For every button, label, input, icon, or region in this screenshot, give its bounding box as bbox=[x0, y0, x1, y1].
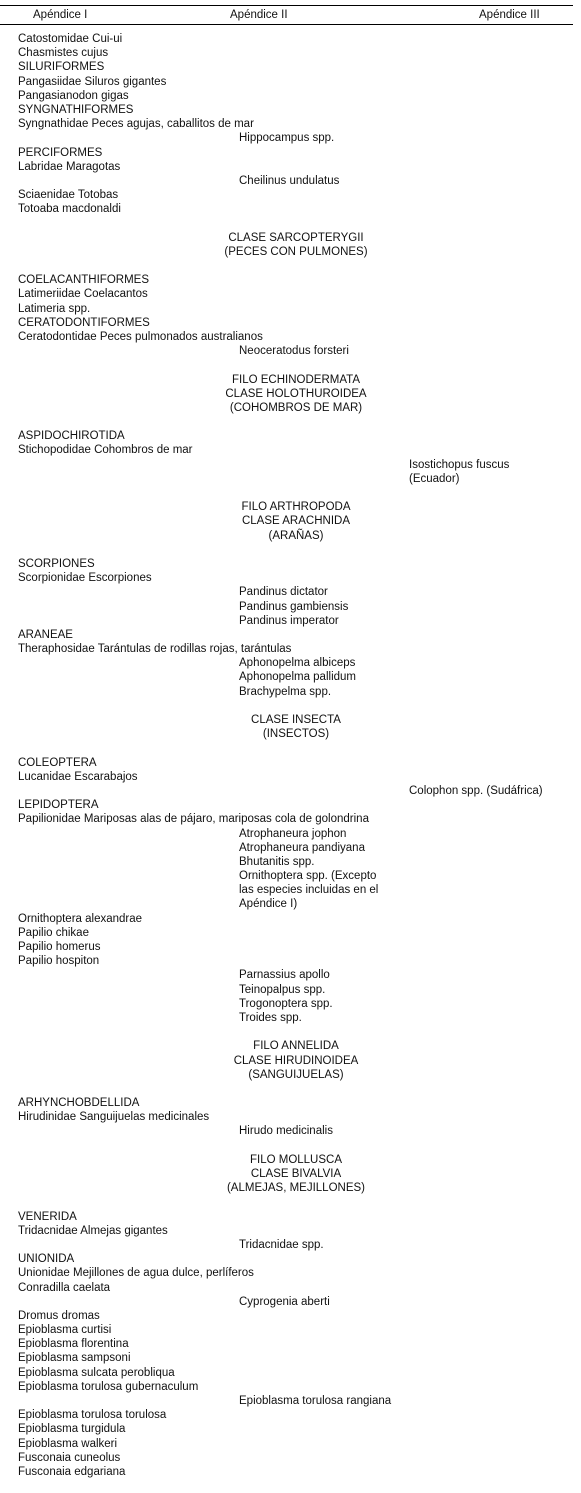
spacer-row bbox=[0, 1082, 581, 1096]
spacer-row bbox=[0, 486, 581, 500]
species-row bbox=[0, 614, 581, 628]
appendix-1-entry: Papilio homerus bbox=[18, 941, 101, 953]
species-row bbox=[0, 940, 581, 954]
appendix-1-entry: Pangasianodon gigas bbox=[18, 89, 129, 102]
species-row bbox=[0, 1408, 581, 1422]
section-heading-row bbox=[0, 1167, 581, 1181]
appendix-1-entry: ASPIDOCHIROTIDA bbox=[18, 430, 125, 443]
section-heading-row bbox=[0, 401, 581, 415]
species-row bbox=[0, 32, 581, 46]
appendix-2-entry: Pandinus gambiensis bbox=[239, 600, 349, 613]
species-row bbox=[0, 287, 581, 301]
appendix-2-entry: Bhutanitis spp. bbox=[239, 855, 315, 868]
species-row bbox=[0, 1394, 581, 1408]
species-row bbox=[0, 1238, 581, 1252]
species-row bbox=[0, 571, 581, 585]
appendix-1-entry: Papilio chikae bbox=[18, 926, 89, 939]
species-row bbox=[0, 1295, 581, 1309]
section-heading-row bbox=[0, 1181, 581, 1195]
appendix-2-entry: Apéndice I) bbox=[239, 898, 298, 911]
appendix-2-entry: Parnassius apollo bbox=[239, 969, 330, 982]
appendix-1-entry: SCORPIONES bbox=[18, 557, 95, 570]
spacer-row bbox=[0, 1195, 581, 1209]
species-row bbox=[0, 60, 581, 74]
species-row bbox=[0, 656, 581, 670]
species-row bbox=[0, 202, 581, 216]
appendix-2-entry: Aphonopelma pallidum bbox=[239, 671, 356, 684]
species-row bbox=[0, 557, 581, 571]
spacer-row bbox=[0, 1025, 581, 1039]
header-top-rule bbox=[0, 5, 573, 6]
spacer-row bbox=[0, 358, 581, 372]
appendix-2-entry: Epioblasma torulosa rangiana bbox=[239, 1395, 392, 1407]
header-appendix-1: Apéndice I bbox=[33, 9, 88, 21]
spacer-row bbox=[0, 741, 581, 755]
species-listing bbox=[0, 32, 581, 1479]
section-heading: CLASE INSECTA bbox=[251, 714, 341, 726]
species-row bbox=[0, 628, 581, 642]
section-heading-row bbox=[0, 1153, 581, 1167]
species-row bbox=[0, 685, 581, 699]
appendix-2-entry: las especies incluidas en el bbox=[239, 884, 379, 897]
section-heading-row bbox=[0, 514, 581, 528]
section-heading: CLASE SARCOPTERYGII bbox=[228, 231, 364, 244]
species-row bbox=[0, 188, 581, 202]
species-row bbox=[0, 330, 581, 344]
appendix-2-entry: Trogonoptera spp. bbox=[239, 997, 333, 1010]
species-row bbox=[0, 926, 581, 940]
appendix-1-entry: Fusconaia edgariana bbox=[18, 1465, 126, 1478]
appendix-2-entry: Pandinus dictator bbox=[239, 586, 328, 599]
appendix-1-entry: Epioblasma walkeri bbox=[18, 1437, 118, 1450]
section-heading: (ALMEJAS, MEJILLONES) bbox=[226, 1182, 366, 1195]
appendix-1-entry: Papilionidae Mariposas alas de pájaro, mariposas cola de golondrina bbox=[18, 813, 369, 826]
species-row bbox=[0, 897, 581, 911]
appendix-1-entry: CERATODONTIFORMES bbox=[18, 316, 150, 329]
appendix-1-entry: Lucanidae Escarabajos bbox=[18, 770, 138, 783]
spacer-row bbox=[0, 1139, 581, 1153]
header-appendix-3: Apéndice III bbox=[479, 9, 540, 21]
appendix-1-entry: Tridacnidae Almejas gigantes bbox=[18, 1224, 168, 1237]
appendix-1-entry: ARANEAE bbox=[18, 628, 73, 641]
appendix-1-entry: Syngnathidae Peces agujas, caballitos de mar bbox=[18, 118, 254, 131]
appendix-1-entry: Conradilla caelata bbox=[18, 1281, 111, 1294]
spacer-row bbox=[0, 415, 581, 429]
appendix-2-entry: Cheilinus undulatus bbox=[239, 174, 340, 187]
spacer-row bbox=[0, 216, 581, 230]
appendix-1-entry: Epioblasma turgidula bbox=[18, 1423, 126, 1436]
species-row bbox=[0, 841, 581, 855]
species-row bbox=[0, 273, 581, 287]
section-heading-row bbox=[0, 387, 581, 401]
species-row bbox=[0, 1224, 581, 1238]
species-row bbox=[0, 784, 581, 798]
column-header-row bbox=[0, 7, 581, 23]
species-row bbox=[0, 1380, 581, 1394]
appendix-3-entry: Colophon spp. (Sudáfrica) bbox=[409, 784, 543, 797]
section-heading-row bbox=[0, 1068, 581, 1082]
appendix-1-entry: Papilio hospiton bbox=[18, 955, 100, 968]
appendix-1-entry: Dromus dromas bbox=[18, 1309, 100, 1322]
appendix-1-entry: Scorpionidae Escorpiones bbox=[18, 572, 152, 585]
species-row bbox=[0, 117, 581, 131]
appendix-1-entry: VENERIDA bbox=[18, 1210, 77, 1223]
appendix-2-entry: Tridacnidae spp. bbox=[239, 1238, 324, 1251]
species-row bbox=[0, 344, 581, 358]
species-row bbox=[0, 585, 581, 599]
species-row bbox=[0, 912, 581, 926]
appendix-1-entry: Epioblasma sulcata perobliqua bbox=[18, 1366, 175, 1379]
species-row bbox=[0, 1337, 581, 1351]
species-row bbox=[0, 798, 581, 812]
appendix-1-entry: SYNGNATHIFORMES bbox=[18, 103, 134, 116]
species-row bbox=[0, 1323, 581, 1337]
species-row bbox=[0, 458, 581, 472]
species-row bbox=[0, 174, 581, 188]
appendix-2-entry: Pandinus imperator bbox=[239, 614, 339, 627]
appendix-2-entry: Ornithoptera spp. (Excepto bbox=[239, 870, 377, 883]
species-row bbox=[0, 302, 581, 316]
section-heading-row bbox=[0, 245, 581, 259]
species-row bbox=[0, 89, 581, 103]
species-row bbox=[0, 827, 581, 841]
section-heading-row bbox=[0, 231, 581, 245]
appendix-2-entry: Brachypelma spp. bbox=[239, 685, 332, 698]
appendix-2-entry: Aphonopelma albiceps bbox=[239, 657, 356, 670]
section-heading: CLASE ARACHNIDA bbox=[241, 515, 350, 528]
appendix-1-entry: Fusconaia cuneolus bbox=[18, 1451, 121, 1464]
appendix-1-entry: Epioblasma torulosa torulosa bbox=[18, 1409, 167, 1422]
section-heading: FILO MOLLUSCA bbox=[249, 1153, 343, 1166]
appendix-2-entry: Troides spp. bbox=[239, 1011, 302, 1024]
species-row bbox=[0, 1351, 581, 1365]
appendix-2-entry: Cyprogenia aberti bbox=[239, 1295, 330, 1308]
species-row bbox=[0, 443, 581, 457]
section-heading: FILO ARTHROPODA bbox=[241, 501, 351, 514]
appendix-2-entry: Teinopalpus spp. bbox=[239, 983, 326, 996]
appendix-1-entry: Totoaba macdonaldi bbox=[18, 203, 121, 216]
section-heading: CLASE HIRUDINOIDEA bbox=[233, 1054, 359, 1067]
species-row bbox=[0, 1266, 581, 1280]
section-heading: (SANGUIJUELAS) bbox=[248, 1068, 344, 1081]
section-heading: FILO ANNELIDA bbox=[253, 1040, 339, 1053]
appendix-1-entry: SILURIFORMES bbox=[18, 61, 105, 74]
section-heading: FILO ECHINODERMATA bbox=[232, 373, 360, 386]
appendix-1-entry: Hirudinidae Sanguijuelas medicinales bbox=[18, 1111, 210, 1124]
appendix-2-entry: Atrophaneura jophon bbox=[239, 827, 347, 840]
species-row bbox=[0, 883, 581, 897]
appendix-3-entry: (Ecuador) bbox=[409, 472, 460, 485]
appendix-2-entry: Neoceratodus forsteri bbox=[239, 345, 349, 358]
section-heading-row bbox=[0, 1054, 581, 1068]
section-heading: (COHOMBROS DE MAR) bbox=[229, 401, 363, 414]
species-row bbox=[0, 855, 581, 869]
appendix-1-entry: COELACANTHIFORMES bbox=[18, 274, 149, 287]
appendix-2-entry: Hirudo medicinalis bbox=[239, 1125, 333, 1138]
section-heading-row bbox=[0, 1039, 581, 1053]
appendix-1-entry: Epioblasma curtisi bbox=[18, 1324, 112, 1337]
appendix-2-entry: Atrophaneura pandiyana bbox=[239, 841, 365, 854]
section-heading-row bbox=[0, 727, 581, 741]
appendix-1-entry: Labridae Maragotas bbox=[18, 160, 121, 173]
appendix-1-entry: Latimeria spp. bbox=[18, 302, 91, 315]
appendix-1-entry: Latimeriidae Coelacantos bbox=[18, 288, 148, 301]
appendix-1-entry: Epioblasma torulosa gubernaculum bbox=[18, 1380, 199, 1393]
section-heading-row bbox=[0, 373, 581, 387]
species-row bbox=[0, 472, 581, 486]
species-row bbox=[0, 770, 581, 784]
species-row bbox=[0, 1252, 581, 1266]
species-row bbox=[0, 429, 581, 443]
spacer-row bbox=[0, 699, 581, 713]
species-row bbox=[0, 1110, 581, 1124]
appendix-1-entry: LEPIDOPTERA bbox=[18, 799, 99, 812]
species-row bbox=[0, 1011, 581, 1025]
species-row bbox=[0, 983, 581, 997]
species-row bbox=[0, 1366, 581, 1380]
species-row bbox=[0, 812, 581, 826]
appendix-1-entry: Catostomidae Cui-ui bbox=[18, 33, 123, 45]
species-row bbox=[0, 1309, 581, 1323]
appendix-1-entry: Epioblasma sampsoni bbox=[18, 1352, 131, 1365]
section-heading-row bbox=[0, 529, 581, 543]
section-heading-row bbox=[0, 500, 581, 514]
species-row bbox=[0, 1096, 581, 1110]
appendix-1-entry: Unionidae Mejillones de agua dulce, perlíferos bbox=[18, 1267, 254, 1280]
header-appendix-2: Apéndice II bbox=[230, 9, 288, 21]
section-heading: CLASE HOLOTHUROIDEA bbox=[225, 387, 367, 400]
appendix-1-entry: COLEOPTERA bbox=[18, 756, 97, 769]
species-row bbox=[0, 968, 581, 982]
species-row bbox=[0, 1124, 581, 1138]
species-row bbox=[0, 131, 581, 145]
species-row bbox=[0, 670, 581, 684]
species-row bbox=[0, 756, 581, 770]
species-row bbox=[0, 1437, 581, 1451]
appendix-1-entry: Sciaenidae Totobas bbox=[18, 189, 119, 202]
species-row bbox=[0, 46, 581, 60]
species-row bbox=[0, 1465, 581, 1479]
section-heading: (PECES CON PULMONES) bbox=[224, 245, 368, 258]
species-row bbox=[0, 954, 581, 968]
appendix-1-entry: Chasmistes cujus bbox=[18, 47, 109, 60]
species-row bbox=[0, 316, 581, 330]
species-row bbox=[0, 1210, 581, 1224]
appendix-1-entry: UNIONIDA bbox=[18, 1253, 75, 1266]
appendix-3-entry: Isostichopus fuscus bbox=[409, 458, 510, 471]
appendix-1-entry: Pangasiidae Siluros gigantes bbox=[18, 75, 167, 88]
appendix-1-entry: Ornithoptera alexandrae bbox=[18, 912, 143, 925]
appendix-1-entry: ARHYNCHOBDELLIDA bbox=[18, 1097, 140, 1110]
species-row bbox=[0, 1451, 581, 1465]
section-heading: (ARAÑAS) bbox=[268, 529, 324, 542]
species-row bbox=[0, 997, 581, 1011]
species-row bbox=[0, 103, 581, 117]
appendix-1-entry: Theraphosidae Tarántulas de rodillas rojas, tarántulas bbox=[18, 643, 292, 656]
species-row bbox=[0, 869, 581, 883]
spacer-row bbox=[0, 543, 581, 557]
spacer-row bbox=[0, 259, 581, 273]
appendix-2-entry: Hippocampus spp. bbox=[239, 132, 335, 145]
species-row bbox=[0, 1422, 581, 1436]
appendix-1-entry: PERCIFORMES bbox=[18, 146, 103, 159]
appendix-1-entry: Stichopodidae Cohombros de mar bbox=[18, 444, 193, 457]
header-bottom-rule bbox=[0, 24, 573, 25]
section-heading-row bbox=[0, 713, 581, 727]
section-heading: CLASE BIVALVIA bbox=[250, 1168, 342, 1180]
appendix-1-entry: Epioblasma florentina bbox=[18, 1338, 129, 1351]
appendix-1-entry: Ceratodontidae Peces pulmonados australianos bbox=[18, 330, 263, 343]
species-row bbox=[0, 642, 581, 656]
section-heading: (INSECTOS) bbox=[262, 728, 330, 741]
species-row bbox=[0, 146, 581, 160]
species-row bbox=[0, 600, 581, 614]
species-row bbox=[0, 160, 581, 174]
species-row bbox=[0, 1281, 581, 1295]
species-row bbox=[0, 75, 581, 89]
